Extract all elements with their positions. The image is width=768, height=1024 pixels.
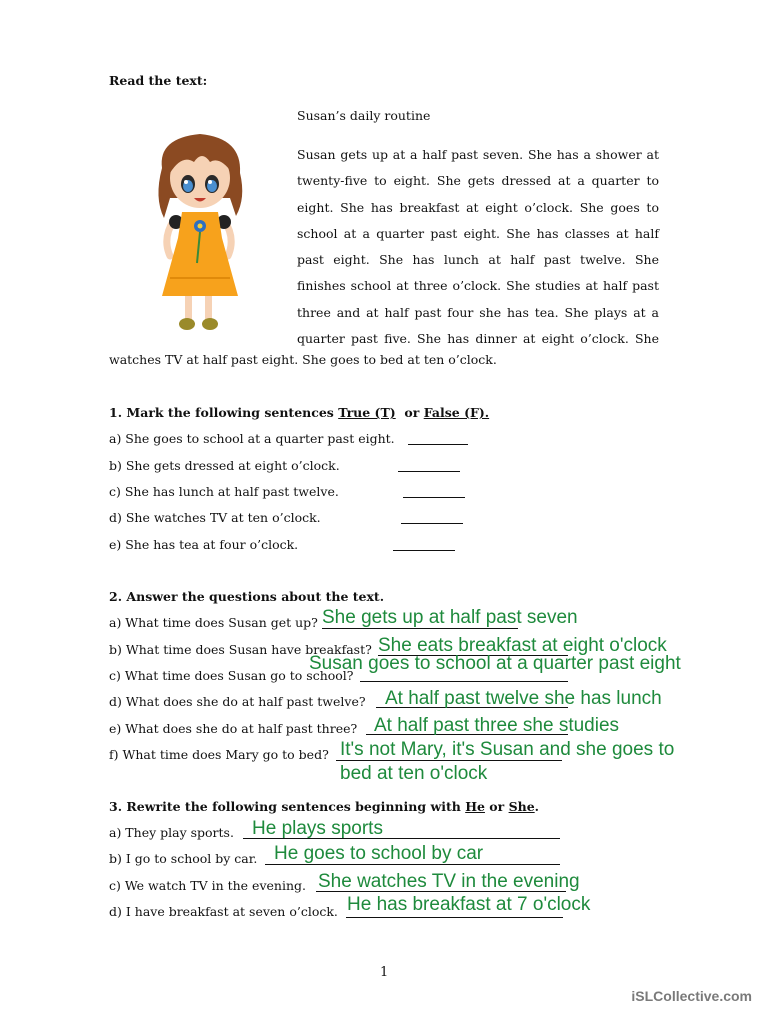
handwritten-answer: At half past three she studies [374,715,620,736]
section3-heading-end: . [534,799,540,814]
section1-heading-true: True (T) [338,405,396,420]
handwritten-answer: He has breakfast at 7 o'clock [347,894,591,915]
rewrite-item: a) They play sports. [109,825,234,840]
handwritten-answer: Susan goes to school at a quarter past eight [309,653,681,674]
reading-paragraph [297,142,659,352]
handwritten-answer: It's not Mary, it's Susan and she goes to [340,739,675,760]
girl-illustration [150,128,250,338]
tf-item: b) She gets dressed at eight o’clock. [109,458,340,473]
section1-heading-prefix: 1. Mark the following sentences [109,405,339,420]
section2-heading: 2. Answer the questions about the text. [109,589,385,604]
reading-line: finishes school at three o’clock. She studies at half past [297,278,659,294]
reading-line: eight. She has breakfast at eight o’clock. She goes to [297,199,659,215]
tf-answer-blank[interactable] [401,511,463,524]
section3-heading-he: He [465,799,485,814]
reading-line: school at a quarter past eight. She has classes at half [297,225,659,241]
reading-line: past eight. She has lunch at half past twelve. She [297,252,659,268]
handwritten-answer: He goes to school by car [274,843,484,864]
handwritten-answer: She gets up at half past seven [322,607,578,628]
tf-answer-blank[interactable] [393,538,455,551]
tf-item: e) She has tea at four o’clock. [109,537,299,552]
section1-heading [109,405,489,420]
handwritten-answer: At half past twelve she has lunch [385,688,662,709]
reading-last-line: watches TV at half past eight. She goes to bed at ten o’clock. [109,352,497,367]
read-label: Read the text: [109,73,208,88]
reading-line: Susan gets up at a half past seven. She has a shower at [297,147,659,162]
handwritten-answer: She eats breakfast at eight o'clock [378,635,667,656]
section1-heading-or: or [395,405,424,420]
rewrite-item: b) I go to school by car. [109,851,258,866]
tf-item: d) She watches TV at ten o’clock. [109,510,321,525]
page-number: 1 [380,965,389,980]
question-item: e) What does she do at half past three? [109,721,358,736]
reading-line: twenty-five to eight. She gets dressed at a quarter to [297,173,659,189]
reading-line: three and at half past four she has tea. She plays at a [297,304,659,320]
rewrite-item: c) We watch TV in the evening. [109,878,306,893]
handwritten-answer: He plays sports [252,818,383,839]
section1-heading-false: False (F). [423,405,490,420]
tf-answer-blank[interactable] [403,485,465,498]
reading-line: quarter past five. She has dinner at eight o’clock. She [297,331,659,347]
section3-heading-or: or [484,799,509,814]
question-item: d) What does she do at half past twelve? [109,694,366,709]
tf-answer-blank[interactable] [398,459,460,472]
tf-answer-blank[interactable] [408,432,468,445]
rewrite-item: d) I have breakfast at seven o’clock. [109,904,338,919]
section3-heading-prefix: 3. Rewrite the following sentences beginning with [109,799,466,814]
question-item: b) What time does Susan have breakfast? [109,642,372,657]
reading-title: Susan’s daily routine [297,108,431,123]
question-item: a) What time does Susan get up? [109,615,318,630]
tf-item: a) She goes to school at a quarter past eight. [109,431,395,446]
watermark: iSLCollective.com [631,988,752,1004]
section3-heading [109,799,539,814]
question-item: c) What time does Susan go to school? [109,668,354,683]
question-item: f) What time does Mary go to bed? [109,747,329,762]
handwritten-answer: She watches TV in the evening [318,871,580,892]
tf-item: c) She has lunch at half past twelve. [109,484,339,499]
handwritten-answer: bed at ten o'clock [340,763,488,784]
section3-heading-she: She [508,799,535,814]
